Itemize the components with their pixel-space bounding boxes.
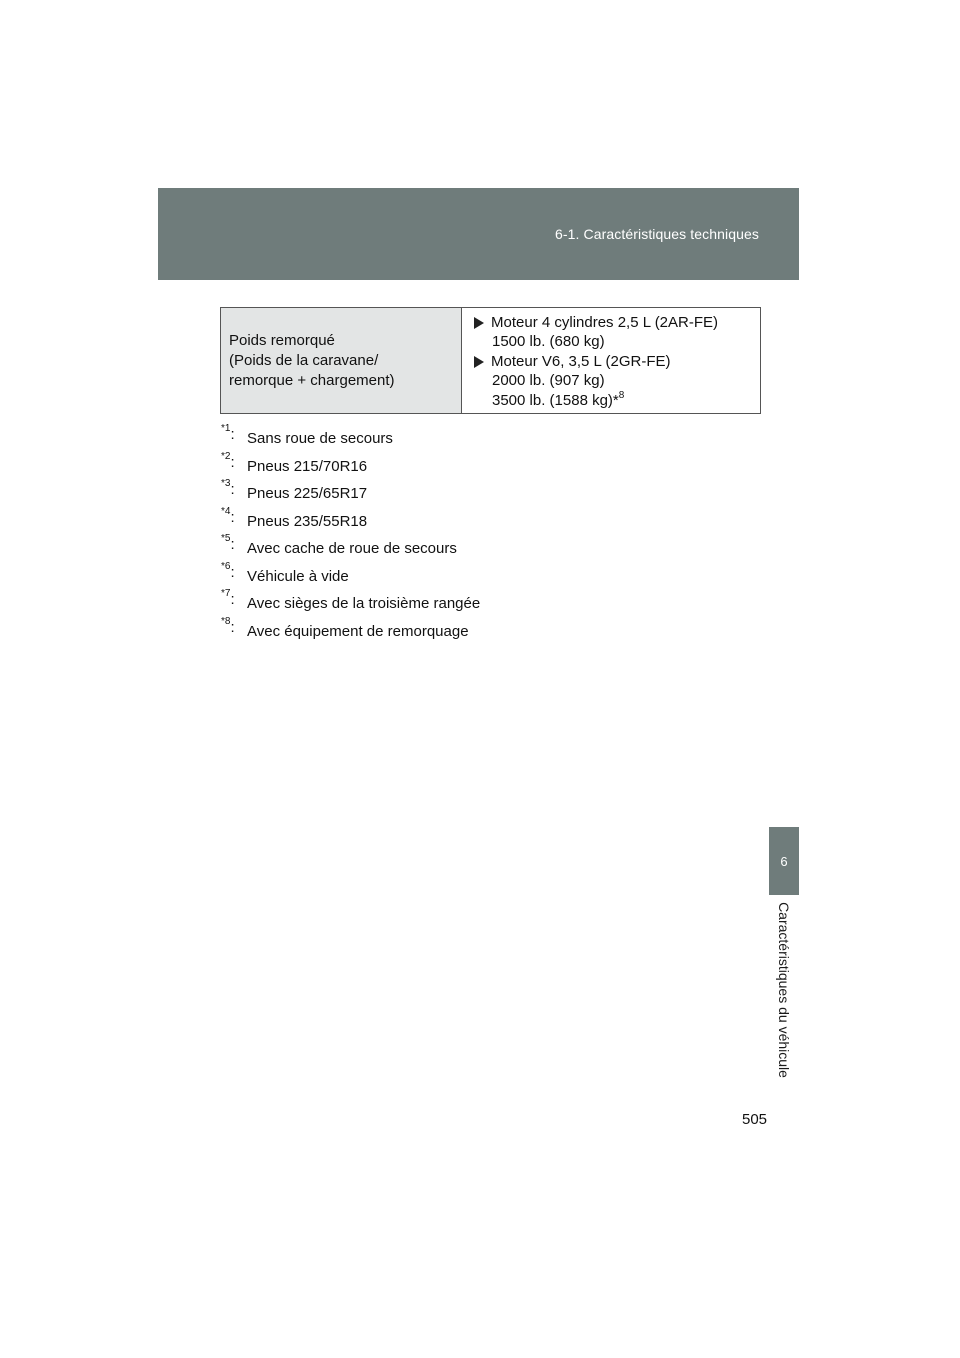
- table-label-cell: [221, 308, 462, 414]
- label-line: remorque + chargement): [229, 371, 395, 389]
- triangle-right-icon: [474, 356, 484, 368]
- footnote-text: Véhicule à vide: [247, 567, 349, 585]
- footnote-text: Avec équipement de remorquage: [247, 622, 469, 640]
- section-title: 6-1. Caractéristiques techniques: [555, 226, 759, 242]
- footnote-item: [221, 505, 480, 537]
- chapter-number: 6: [780, 853, 788, 869]
- footnote-marker: $^{*1}$:: [221, 423, 235, 443]
- chapter-tab[interactable]: [769, 827, 799, 895]
- triangle-right-icon: [474, 317, 484, 329]
- engine-item: [472, 352, 760, 372]
- footnote-text: Pneus 225/65R17: [247, 485, 368, 502]
- engine-item: [472, 313, 760, 333]
- footnote-marker: $^{*2}$:: [221, 450, 235, 471]
- footnote-item: [221, 478, 480, 509]
- footnote-item: [221, 533, 480, 564]
- footnote-marker: $^{*3}$:: [221, 478, 235, 498]
- footnote-item: [221, 615, 480, 647]
- footnote-item: [221, 450, 480, 482]
- footnote-text: Sans roue de secours: [247, 430, 393, 447]
- table-row: [221, 308, 761, 414]
- towing-capacity: 2000 lb. (907 kg): [492, 372, 605, 390]
- footnote-marker: $^{*4}$:: [221, 505, 235, 526]
- towing-weight-table: [220, 307, 761, 414]
- label-line: Poids remorqué: [229, 331, 335, 349]
- footnote-item: [221, 423, 480, 454]
- towing-capacity-text: 3500 lb. (1588 kg)*: [492, 391, 619, 409]
- footnote-item: [221, 560, 480, 592]
- footnote-item: [221, 588, 481, 619]
- footnote-marker: $^{*5}$:: [221, 533, 235, 553]
- footnote-text: Pneus 235/55R18: [247, 512, 368, 530]
- footnote-marker: $^{*6}$:: [221, 560, 235, 581]
- table-value-cell: [462, 308, 761, 414]
- footnote-ref: 8: [618, 389, 625, 401]
- footnote-marker: $^{*8}$:: [221, 615, 235, 636]
- section-header-band: [158, 188, 799, 280]
- footnote-marker: $^{*7}$:: [221, 588, 235, 608]
- label-line: (Poids de la caravane/: [229, 351, 379, 369]
- footnote-text: Avec cache de roue de secours: [247, 540, 457, 557]
- towing-capacity: 1500 lb. (680 kg): [492, 333, 605, 351]
- footnote-list: [221, 423, 481, 646]
- page-number: 505: [742, 1111, 768, 1128]
- engine-label: Moteur 4 cylindres 2,5 L (2AR-FE): [491, 313, 719, 331]
- towing-capacity: [472, 391, 760, 411]
- footnote-text: Avec sièges de la troisième rangée: [247, 595, 481, 612]
- engine-label: Moteur V6, 3,5 L (2GR-FE): [491, 352, 671, 370]
- chapter-title: Caractéristiques du véhicule: [776, 902, 792, 1078]
- footnote-text: Pneus 215/70R16: [247, 457, 368, 475]
